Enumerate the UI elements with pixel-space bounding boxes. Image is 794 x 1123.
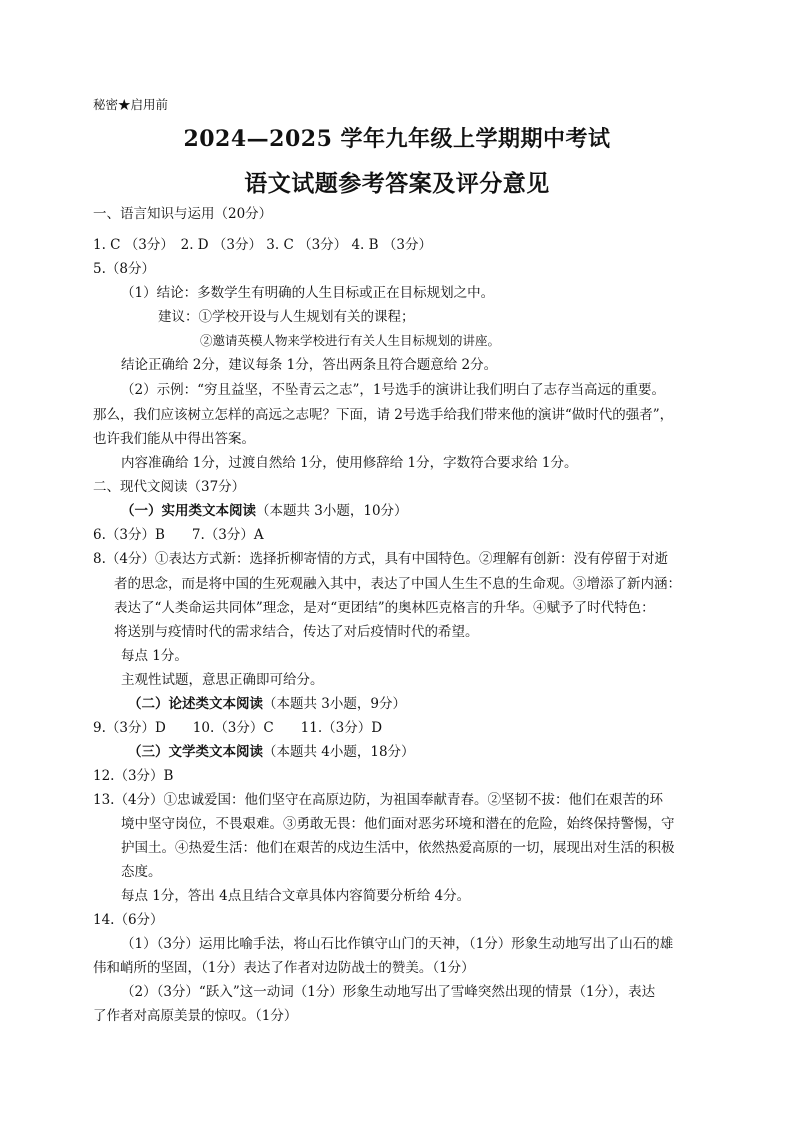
scoring-note: 每点 1分，答出 4点且结合文章具体内容简要分析给 4分。 [121, 888, 471, 904]
answer-key-title: 语文试题参考答案及评分意见 [244, 170, 550, 197]
question-number: 5.（8分） [93, 261, 155, 277]
section-heading: 二、现代文阅读（37分） [93, 479, 246, 495]
answer-line: （1）（3分）运用比喻手法，将山石比作镇守山门的天神，（1分）形象生动地写出了山石的雄 [121, 936, 674, 952]
answer-line: 9.（3分）D 10.（3分）C 11.（3分）D [93, 720, 383, 736]
answer-line: 6.（3分）B 7.（3分）A [93, 527, 264, 543]
answer-line: 建议：①学校开设与人生规划有关的课程； [158, 309, 415, 325]
answer-line: （1）结论：多数学生有明确的人生目标或正在目标规划之中。 [121, 285, 495, 301]
confidential-label: 秘密★启用前 [93, 97, 169, 112]
answer-line: 者的思念，而是将中国的生死观融入其中，表达了中国人生生不息的生命观。③增添了新内涵： [114, 576, 681, 592]
answer-line: 表达了“人类命运共同体”理念，是对“更团结”的奥林匹克格言的升华。④赋予了时代特色： [114, 600, 655, 616]
exam-title: 2024—2025 学年九年级上学期期中考试 [183, 126, 611, 152]
answer-line: 护国土。④热爱生活：他们在艰苦的戍边生活中，依然热爱高原的一切，展现出对生活的积极 [121, 840, 675, 856]
scoring-note: 结论正确给 2分，建议每条 1分，答出两条且符合题意给 2分。 [121, 357, 498, 373]
answer-line: 境中坚守岗位，不畏艰难。③勇敢无畏：他们面对恶劣环境和潜在的危险，始终保持警惕，守 [121, 816, 675, 832]
answer-line: 了作者对高原美景的惊叹。（1分） [93, 1008, 298, 1024]
answer-line: 8.（4分）①表达方式新：选择折柳寄情的方式，具有中国特色。②理解有创新：没有停留于对逝 [93, 551, 668, 567]
subsection-heading: （一）实用类文本阅读（本题共 3小题，10分） [121, 503, 408, 519]
answer-line: 13.（4分）①忠诚爱国：他们坚守在高原边防，为祖国奉献青春。②坚韧不拔：他们在艰苦的环 [93, 792, 664, 808]
answer-line: （2）示例：“穷且益坚，不坠青云之志”，1号选手的演讲让我们明白了志存当高远的重要。 [121, 382, 665, 398]
subsection-heading: （二）论述类文本阅读（本题共 3小题，9分） [128, 696, 406, 712]
answer-line: 那么，我们应该树立怎样的高远之志呢？下面，请 2号选手给我们带来他的演讲“做时代的强者”， [93, 407, 674, 423]
scoring-note: 主观性试题，意思正确即可给分。 [121, 672, 324, 688]
answer-line: 将送别与疫情时代的需求结合，传达了对后疫情时代的希望。 [114, 624, 479, 640]
scoring-note: 每点 1分。 [121, 648, 188, 664]
answer-line: 1. C （3分） 2. D （3分） 3. C （3分） 4. B （3分） [93, 237, 432, 253]
answer-line: 伟和峭所的坚固，（1分）表达了作者对边防战士的赞美。（1分） [93, 960, 475, 976]
section-heading: 一、语言知识与运用（20分） [93, 206, 273, 222]
answer-line: （2）（3分）“跃入”这一动词（1分）形象生动地写出了雪峰突然出现的情景（1分），表达 [121, 984, 656, 1000]
scoring-note: 内容准确给 1分，过渡自然给 1分，使用修辞给 1分，字数符合要求给 1分。 [121, 455, 578, 471]
answer-line: ②邀请英模人物来学校进行有关人生目标规划的讲座。 [200, 333, 501, 348]
question-number: 14.（6分） [93, 912, 164, 928]
subsection-heading: （三）文学类文本阅读（本题共 4小题，18分） [128, 744, 415, 760]
answer-line: 也许我们能从中得出答案。 [93, 431, 255, 447]
answer-line: 态度。 [121, 864, 162, 880]
answer-line: 12.（3分）B [93, 768, 174, 784]
